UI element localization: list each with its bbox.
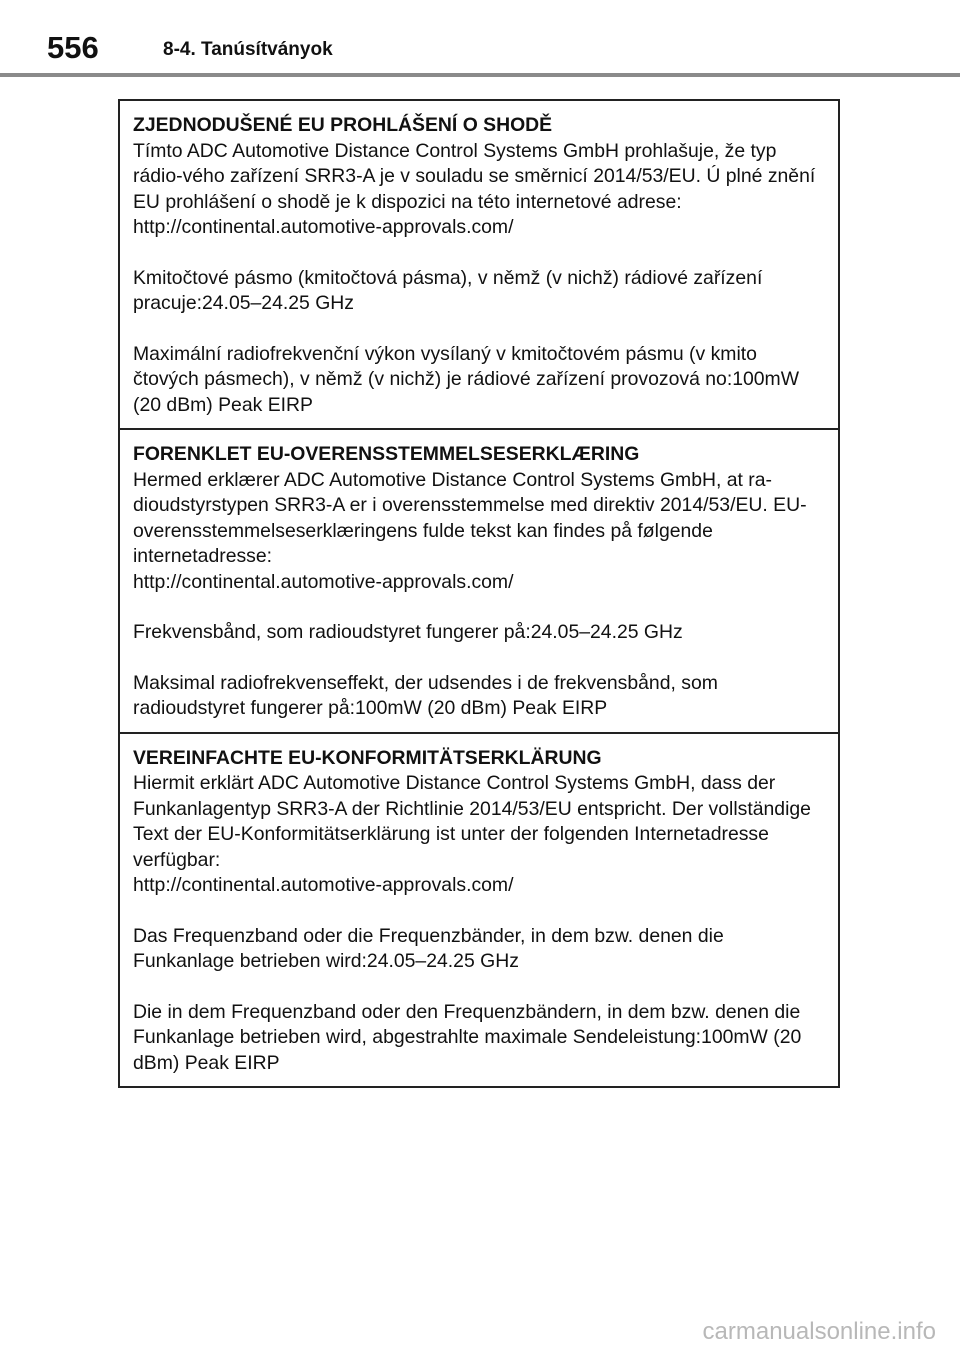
declaration-danish: [120, 430, 838, 734]
max-power: Die in dem Frequenzband oder den Frequenzbändern, in dem bzw. denen die Funkanlage betrieben wird, abgestrahlte maximale Sendeleistung:100mW (20 dBm) Peak EIRP: [133, 1000, 802, 1074]
declaration-url[interactable]: http://continental.automotive-approvals.com/: [133, 216, 514, 238]
frequency-band: Kmitočtové pásmo (kmitočtová pásma), v němž (v nichž) rádiové zařízení pracuje:24.05–24.25 GHz: [133, 266, 763, 314]
section-heading: VEREINFACHTE EU-KONFORMITÄTSERKLÄRUNG: [133, 746, 602, 769]
declaration-url[interactable]: http://continental.automotive-approvals.com/: [133, 570, 514, 593]
section-heading: ZJEDNODUŠENÉ EU PROHLÁŠENÍ O SHODĚ: [133, 114, 553, 136]
frequency-band: Das Frequenzband oder die Frequenzbänder, in dem bzw. denen die Funkanlage betrieben wird:24.05–24.25 GHz: [133, 924, 724, 972]
declaration-czech: [120, 101, 838, 430]
declaration-url[interactable]: http://continental.automotive-approvals.com/: [133, 874, 514, 896]
declaration-intro: Tímto ADC Automotive Distance Control Systems GmbH prohlašuje, že typ rádio-vého zařízení SRR3-A je v souladu se směrnicí 2014/53/EU. Ú plné znění EU prohlášení o shodě je k dispozici na této internetové adrese:: [133, 139, 816, 213]
watermark: carmanualsonline.info: [702, 1318, 936, 1345]
max-power: Maksimal radiofrekvenseffekt, der udsendes i de frekvensbånd, som radioudstyret fungerer på:100mW (20 dBm) Peak EIRP: [133, 671, 718, 719]
page-number: 556: [47, 30, 99, 65]
declaration-intro: Hiermit erklärt ADC Automotive Distance Control Systems GmbH, dass der Funkanlagentyp SRR3-A der Richtlinie 2014/53/EU entspricht. Der vollständige Text der EU-Konformitätserklärung ist unter der folgenden Internetadresse verfügbar:: [133, 772, 811, 871]
declaration-german: [120, 734, 838, 1087]
max-power: Maximální radiofrekvenční výkon vysílaný v kmitočtovém pásmu (v kmito čtových pásmech), v němž (v nichž) je rádiové zařízení provozová no:100mW (20 dBm) Peak EIRP: [133, 342, 800, 416]
declaration-intro: Hermed erklærer ADC Automotive Distance Control Systems GmbH, at ra-dioudstyrstypen SRR3-A er i overensstemmelse med direktiv 2014/53/EU. EU-overensstemmelseserklæringens fulde tekst kan findes på følgende internetadresse:: [133, 468, 807, 567]
section-title: 8-4. Tanúsítványok: [163, 39, 333, 60]
page-header: [0, 0, 960, 78]
header-rule: [0, 73, 960, 77]
section-heading: FORENKLET EU-OVERENSSTEMMELSESERKLÆRING: [133, 443, 640, 465]
declaration-table: [118, 99, 840, 1088]
frequency-band: Frekvensbånd, som radioudstyret fungerer på:24.05–24.25 GHz: [133, 621, 683, 643]
